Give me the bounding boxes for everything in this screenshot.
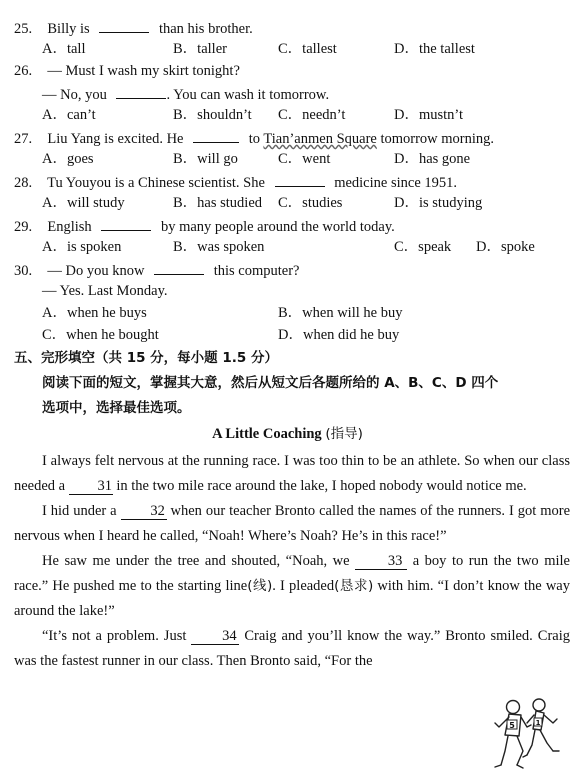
passage-title: A Little Coaching (指导) bbox=[212, 426, 363, 442]
option: B．will go bbox=[173, 151, 238, 167]
option: A．can’t bbox=[42, 107, 96, 123]
question-27 bbox=[14, 128, 494, 148]
question-30-line2: — Yes. Last Monday. bbox=[42, 283, 168, 299]
option: D．has gone bbox=[394, 151, 471, 167]
answer-blank bbox=[101, 216, 151, 231]
option: B．taller bbox=[173, 41, 227, 57]
option: D．is studying bbox=[394, 195, 483, 211]
option: B．when will he buy bbox=[278, 305, 403, 321]
question-text: this computer? bbox=[213, 263, 300, 279]
runners-illustration-icon bbox=[487, 693, 567, 773]
runner-bib-right: 1 bbox=[535, 719, 541, 727]
option: C．studies bbox=[278, 195, 343, 211]
answer-blank bbox=[154, 260, 204, 275]
question-29 bbox=[14, 216, 395, 236]
option: A．is spoken bbox=[42, 239, 122, 255]
option: C．went bbox=[278, 151, 331, 167]
option: C．needn’t bbox=[278, 107, 346, 123]
question-number: 29. bbox=[14, 219, 33, 235]
question-text: to bbox=[248, 131, 261, 147]
place-name: Tian’anmen Square bbox=[263, 131, 377, 147]
option: A．goes bbox=[42, 151, 94, 167]
option: D．spoke bbox=[476, 239, 535, 255]
question-text: — Do you know bbox=[47, 263, 145, 279]
option: C．when he bought bbox=[42, 327, 159, 343]
answer-blank bbox=[116, 84, 166, 99]
question-26-line2 bbox=[42, 84, 329, 104]
question-text: . You can wash it tomorrow. bbox=[166, 87, 330, 103]
blank-32: 32 bbox=[121, 503, 167, 520]
blank-31: 31 bbox=[69, 478, 113, 495]
option: A．tall bbox=[42, 41, 86, 57]
question-text: than his brother. bbox=[158, 21, 253, 37]
option: C．speak bbox=[394, 239, 452, 255]
answer-blank bbox=[193, 128, 239, 143]
option: D．mustn’t bbox=[394, 107, 464, 123]
question-number: 26. bbox=[14, 63, 33, 79]
question-30 bbox=[14, 260, 299, 280]
answer-blank bbox=[99, 18, 149, 33]
question-number: 25. bbox=[14, 21, 33, 37]
question-number: 27. bbox=[14, 131, 33, 147]
blank-34: 34 bbox=[191, 628, 239, 645]
passage-paragraph: He saw me under the tree and shouted, “Noah, we 33 a boy to run the two mile race.” He pushed me to the starting line(线). I pleaded(恳求) with him. “I don’t know the way around the lake!” bbox=[14, 553, 570, 619]
question-text: tomorrow morning. bbox=[380, 131, 495, 147]
answer-blank bbox=[275, 172, 325, 187]
question-number: 30. bbox=[14, 263, 33, 279]
question-text: — Must I wash my skirt tonight? bbox=[47, 63, 240, 79]
question-text: by many people around the world today. bbox=[160, 219, 395, 235]
question-text: Tu Youyou is a Chinese scientist. She bbox=[47, 175, 265, 191]
option: B．shouldn’t bbox=[173, 107, 252, 123]
option: B．was spoken bbox=[173, 239, 265, 255]
section-heading: 五、完形填空（共 15 分，每小题 1.5 分） bbox=[14, 350, 279, 366]
question-text: medicine since 1951. bbox=[334, 175, 457, 191]
passage-paragraph: “It’s not a problem. Just 34 Craig and you’ll know the way.” Bronto smiled. Craig was the fastest runner in our class. Then Bronto said, “For the bbox=[14, 628, 570, 669]
option: D．the tallest bbox=[394, 41, 475, 57]
option: A．will study bbox=[42, 195, 125, 211]
option: C．tallest bbox=[278, 41, 337, 57]
question-text: English bbox=[47, 219, 92, 235]
option: D．when did he buy bbox=[278, 327, 400, 343]
runner-bib-left: 5 bbox=[509, 721, 515, 730]
question-26 bbox=[14, 62, 240, 80]
question-number: 28. bbox=[14, 175, 33, 191]
passage-body bbox=[14, 449, 570, 674]
passage-paragraph: I always felt nervous at the running race. I was too thin to be an athlete. So when our class needed a 31 in the two mile race around the lake, I hoped nobody would notice me. bbox=[14, 453, 570, 494]
blank-33: 33 bbox=[355, 553, 407, 570]
question-28 bbox=[14, 172, 457, 192]
option: B．has studied bbox=[173, 195, 263, 211]
passage-paragraph: I hid under a 32 when our teacher Bronto called the names of the runners. I got more nervous when I heard he called, “Noah! Where’s Noah? He’s in this race!” bbox=[14, 503, 571, 544]
section-instruction: 选项中，选择最佳选项。 bbox=[42, 400, 191, 416]
question-25 bbox=[14, 18, 253, 38]
section-instruction: 阅读下面的短文，掌握其大意，然后从短文后各题所给的 A、B、C、D 四个 bbox=[42, 375, 499, 391]
question-text: — No, you bbox=[42, 87, 107, 103]
option: A．when he buys bbox=[42, 305, 147, 321]
question-text: Liu Yang is excited. He bbox=[47, 131, 184, 147]
question-text: Billy is bbox=[47, 21, 90, 37]
